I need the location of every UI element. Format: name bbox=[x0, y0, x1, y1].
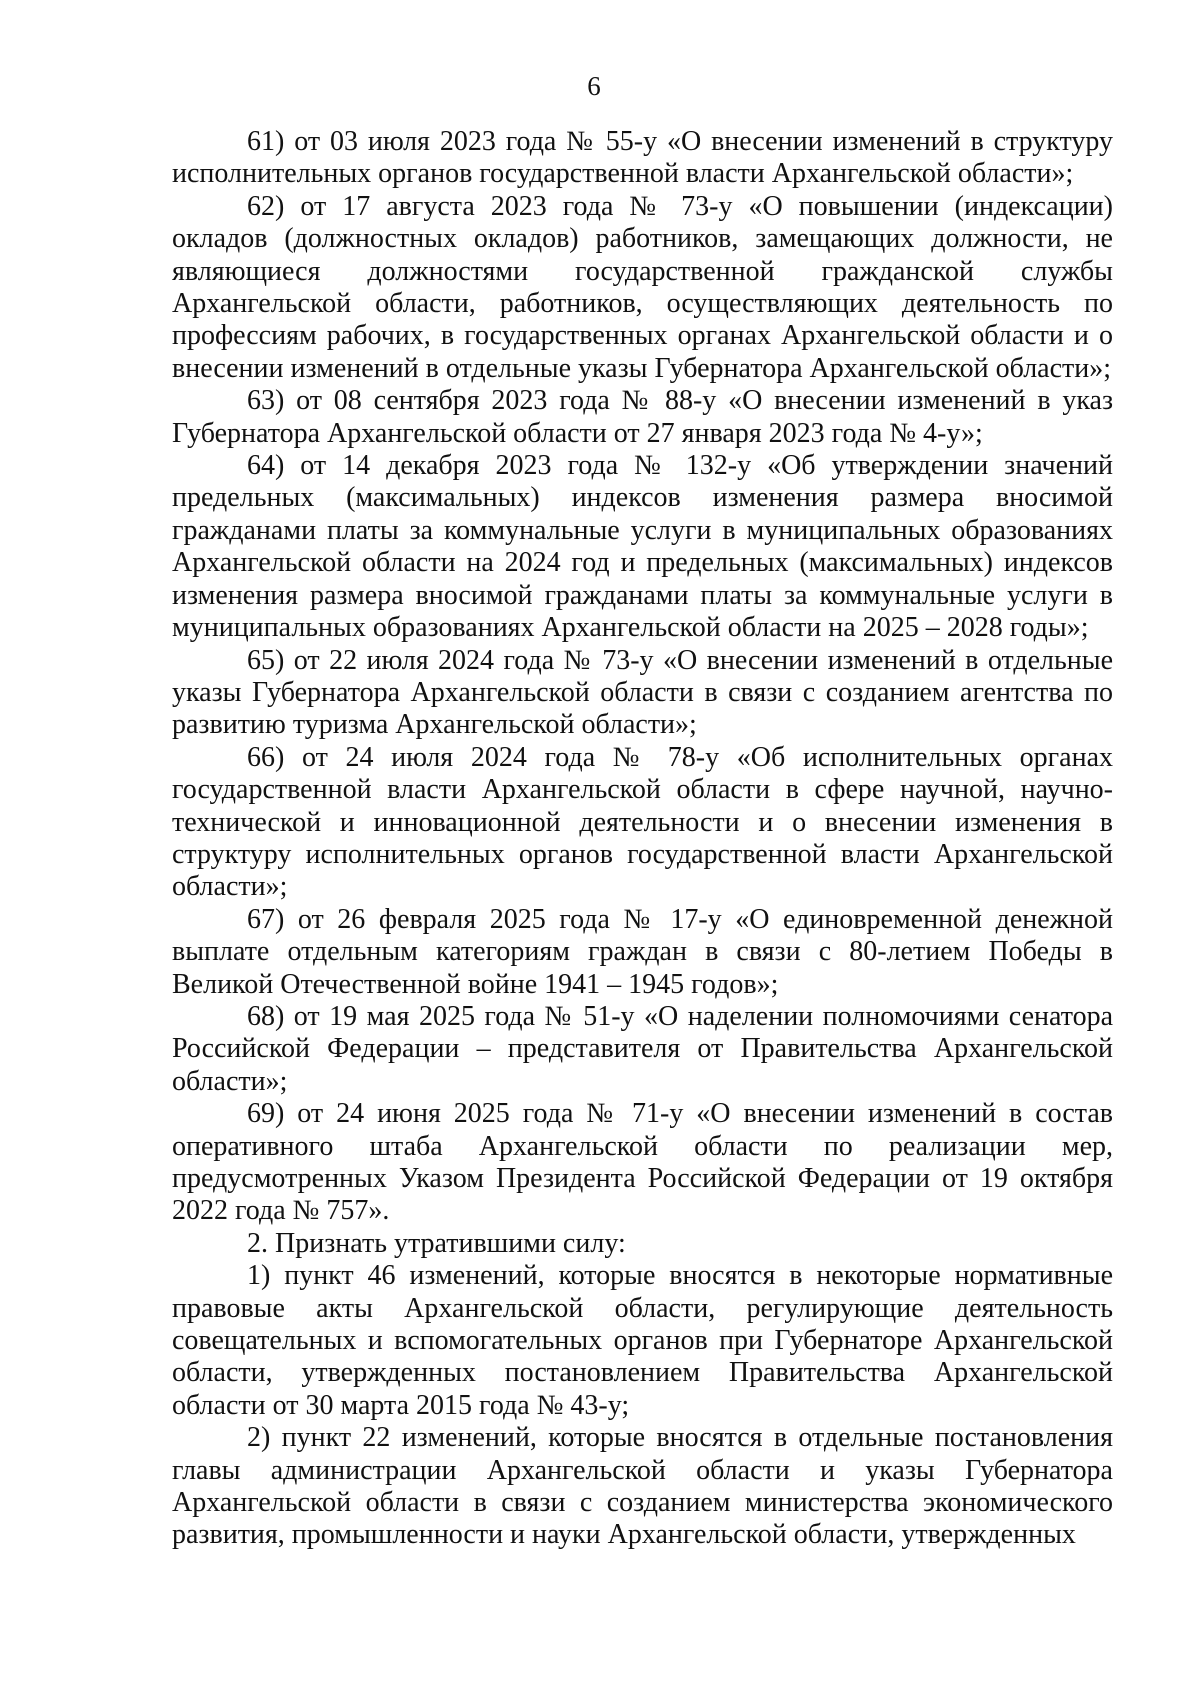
list-item-67: 67) от 26 февраля 2025 года № 17-у «О единовременной денежной выплате отдельным категориям граждан в связи с 80-летием Победы в Великой Отечественной войне 1941 – 1945 годов»; bbox=[172, 903, 1113, 1000]
list-item-64: 64) от 14 декабря 2023 года № 132-у «Об утверждении значений предельных (максимальных) индексов изменения размера вносимой гражданами платы за коммунальные услуги в муниципальных образованиях Архангельской области на 2024 год и предельных (максимальных) индексов изменения размера вносимой гражданами платы за коммунальные услуги в муниципальных образованиях Архангельской области на 2025 – 2028 годы»; bbox=[172, 450, 1113, 644]
list-item-62: 62) от 17 августа 2023 года № 73-у «О повышении (индексации) окладов (должностных окладов) работников, замещающих должности, не являющиеся должностями государственной гражданской службы Архангельской области, работников, осуществляющих деятельность по профессиям рабочих, в государственных органах Архангельской области и о внесении изменений в отдельные указы Губернатора Архангельской области»; bbox=[172, 190, 1113, 384]
document-body bbox=[172, 126, 1113, 1552]
list-item-63: 63) от 08 сентября 2023 года № 88-у «О внесении изменений в указ Губернатора Архангельской области от 27 января 2023 года № 4-у»; bbox=[172, 385, 1113, 449]
repeal-item-1: 1) пункт 46 изменений, которые вносятся в некоторые нормативные правовые акты Архангельской области, регулирующие деятельность совещательных и вспомогательных органов при Губернаторе Архангельской области, утвержденных постановлением Правительства Архангельской области от 30 марта 2015 года № 43-у; bbox=[172, 1260, 1113, 1421]
list-item-61: 61) от 03 июля 2023 года № 55-у «О внесении изменений в структуру исполнительных органов государственной власти Архангельской области»; bbox=[172, 126, 1113, 190]
list-item-68: 68) от 19 мая 2025 года № 51-у «О наделении полномочиями сенатора Российской Федерации – представителя от Правительства Архангельской области»; bbox=[172, 1000, 1113, 1097]
repeal-item-2: 2) пункт 22 изменений, которые вносятся в отдельные постановления главы администрации Архангельской области и указы Губернатора Архангельской области в связи с созданием министерства экономического развития, промышленности и науки Архангельской области, утвержденных bbox=[172, 1422, 1113, 1551]
list-item-65: 65) от 22 июля 2024 года № 73-у «О внесении изменений в отдельные указы Губернатора Архангельской области в связи с созданием агентства по развитию туризма Архангельской области»; bbox=[172, 644, 1113, 741]
list-item-69: 69) от 24 июня 2025 года № 71-у «О внесении изменений в состав оперативного штаба Архангельской области по реализации мер, предусмотренных Указом Президента Российской Федерации от 19 октября 2022 года № 757». bbox=[172, 1098, 1113, 1227]
page-number: 6 bbox=[587, 71, 601, 101]
section-2-heading: 2. Признать утратившими силу: bbox=[247, 1227, 626, 1259]
list-item-66: 66) от 24 июля 2024 года № 78-у «Об исполнительных органах государственной власти Архангельской области в сфере научной, научно-технической и инновационной деятельности и о внесении изменения в структуру исполнительных органов государственной власти Архангельской области»; bbox=[172, 741, 1113, 903]
